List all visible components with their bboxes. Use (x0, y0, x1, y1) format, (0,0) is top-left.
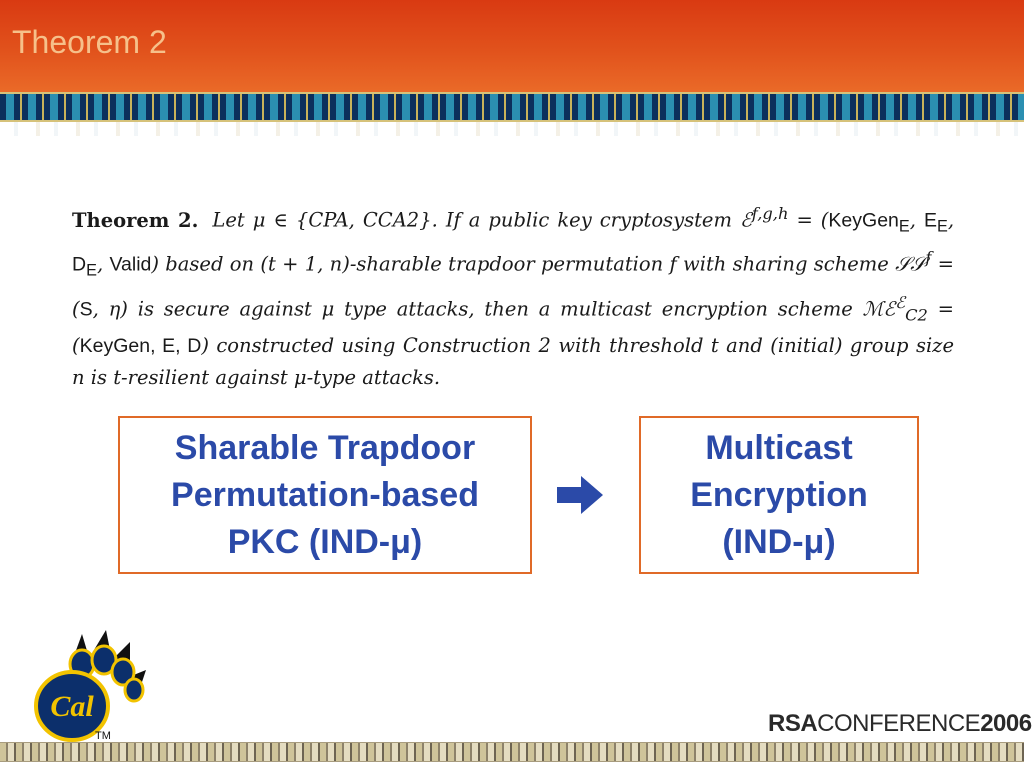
theorem-text: , (909, 208, 924, 232)
box-line: (IND-μ) (722, 522, 836, 561)
scheme-name: KeyGen (828, 209, 899, 232)
theorem-text: Let μ ∈ {CPA, CCA2}. If a public key cryptosystem ℰ (212, 208, 752, 232)
rsa-logo-text: RSA (768, 710, 818, 737)
theorem-superscript: f,g,h (751, 204, 789, 223)
slide-header (0, 0, 1024, 92)
cal-logo-text: Cal (50, 690, 94, 723)
sharable-trapdoor-pkc-box (118, 416, 532, 574)
theorem-label: Theorem 2. (72, 208, 199, 232)
scheme-name: Valid (109, 253, 152, 276)
decorative-pattern-band (0, 92, 1024, 122)
theorem-statement (72, 198, 954, 393)
box-line: Multicast (705, 428, 853, 467)
right-arrow-icon (555, 474, 605, 516)
theorem-subscript: C2 (905, 305, 928, 325)
conference-year-text: 2006 (980, 710, 1032, 737)
theorem-text: = ( (788, 208, 829, 232)
rsa-conference-logo (768, 710, 1032, 738)
scheme-name: S (79, 298, 93, 321)
theorem-subscript: E (898, 217, 910, 236)
decorative-faint-band (0, 122, 1024, 136)
scheme-name: E (923, 209, 937, 232)
theorem-text: = ( (72, 252, 954, 321)
scheme-name: KeyGen, E, D (79, 335, 202, 358)
slide-title: Theorem 2 (12, 24, 167, 60)
theorem-subscript: E (86, 261, 97, 280)
theorem-text: ) based on (t + 1, n)-sharable trapdoor permutation f with sharing scheme 𝒮𝒮 (151, 252, 926, 276)
theorem-text: , (96, 252, 110, 276)
decorative-footer-band (0, 742, 1024, 762)
multicast-encryption-box (639, 416, 919, 574)
theorem-text: ) constructed using Construction 2 with threshold t and (initial) group size n is t-resilient against μ-type attacks. (72, 334, 954, 390)
theorem-text: , (947, 208, 955, 232)
box-line: Encryption (690, 475, 868, 514)
conference-logo-text: CONFERENCE (817, 710, 981, 737)
box-line: Permutation-based (171, 475, 479, 514)
trademark-symbol: TM (95, 730, 111, 742)
theorem-superscript: ℰ (895, 292, 906, 312)
scheme-name: D (72, 253, 87, 276)
cal-bear-paw-logo (30, 628, 150, 748)
theorem-text: = ( (72, 297, 954, 358)
theorem-superscript: f (925, 248, 932, 268)
theorem-subscript: E (936, 217, 948, 236)
box-line: Sharable Trapdoor (174, 428, 476, 467)
box-line: PKC (IND-μ) (227, 522, 423, 561)
theorem-text: , η) is secure against μ type attacks, then a multicast encryption scheme ℳℰ (92, 297, 896, 321)
